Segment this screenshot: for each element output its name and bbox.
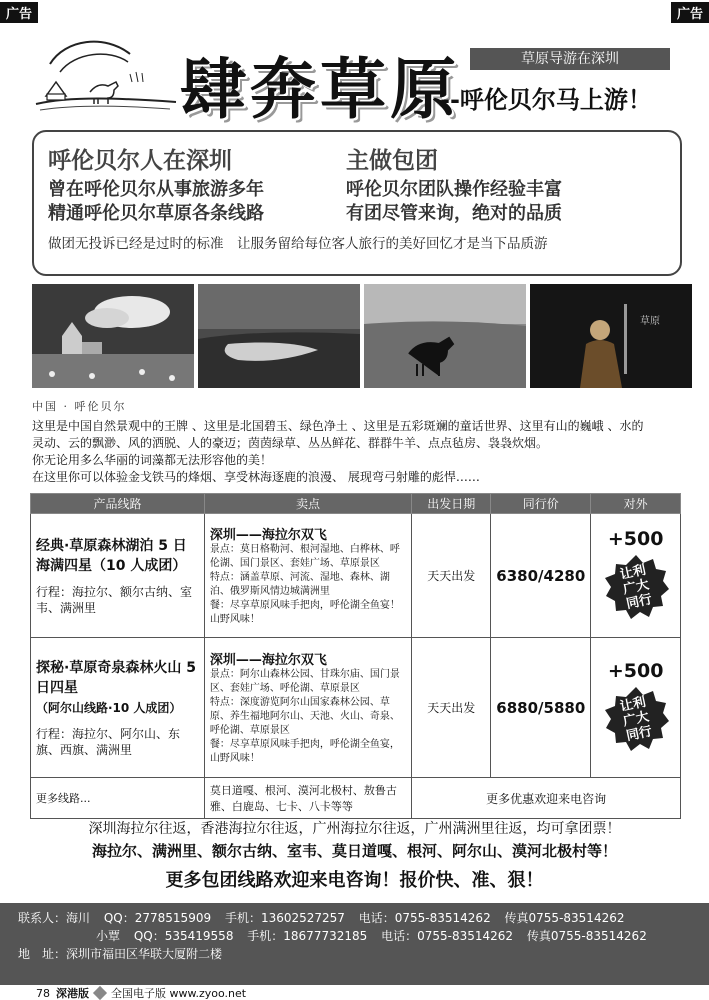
intro-box xyxy=(32,130,682,276)
promo-seal-badge xyxy=(603,554,669,620)
promo-seal-badge xyxy=(603,686,669,752)
trade-price-cell: 6380/4280 xyxy=(491,514,591,638)
contact-qq[interactable]: QQ：535419558 xyxy=(133,929,234,943)
national-edition-link[interactable]: 全国电子版 www.zyoo.net xyxy=(111,987,247,1000)
intro-right-line1: 呼伦贝尔团队操作经验丰富 xyxy=(346,179,562,200)
table-row xyxy=(31,514,681,638)
more-spots: 莫日道嘎、根河、漠河北极村、敖鲁古雅、白鹿岛、七卡、八卡等等 xyxy=(204,778,411,819)
brand-title: 肆奔草原 xyxy=(180,50,460,128)
intro-left-line2: 精通呼伦贝尔草原各条线路 xyxy=(48,203,264,224)
selling-point-line: 餐：尽享草原风味手把肉，呼伦湖全鱼宴，山野风味！ xyxy=(209,739,400,764)
trade-price-cell: 6880/5880 xyxy=(491,638,591,778)
photo-musician xyxy=(530,284,692,388)
table-row xyxy=(31,638,681,778)
contact-row xyxy=(18,909,691,927)
route-subtitle: （阿尔山线路·10 人成团） xyxy=(36,700,182,715)
description-line: 在这里你可以体验金戈铁马的烽烟、享受林海逐鹿的浪漫、 展现弯弓射雕的彪悍…… xyxy=(32,470,480,484)
intro-right xyxy=(346,144,666,226)
photo-river-bend xyxy=(198,284,360,388)
svg-text:草原: 草原 xyxy=(640,316,660,327)
route-cell xyxy=(31,514,205,638)
description-line: 这里是中国自然景观中的王牌 、这里是北国碧玉、绿色净土 、这里是五彩斑斓的童话世界、这里有山的巍峨 、水的 xyxy=(32,419,644,433)
table-row-more xyxy=(31,778,681,819)
routes-table xyxy=(30,493,681,819)
route-name: 经典·草原森林湖泊 5 日海满四星（10 人成团） xyxy=(36,537,187,574)
contact-fax: 传真0755-83514262 xyxy=(526,929,647,943)
brand-header xyxy=(30,30,690,128)
contact-tel[interactable]: 电话：0755-83514262 xyxy=(381,929,514,943)
contact-mobile[interactable]: 手机：13602527257 xyxy=(224,911,345,925)
contact-row xyxy=(18,927,691,945)
description-line: 你无论用多么华丽的词藻都无法形容他的美！ xyxy=(32,453,273,467)
public-price-cell xyxy=(591,514,681,638)
ad-tag-left: 广告 xyxy=(0,2,38,23)
departure-cell: 天天出发 xyxy=(412,514,491,638)
contact-fax: 传真0755-83514262 xyxy=(504,911,625,925)
more-routes-link[interactable]: 更多线路... xyxy=(31,778,205,819)
call-to-action: 更多包团线路欢迎来电咨询！报价快、准、狠！ xyxy=(165,870,544,891)
contact-mobile[interactable]: 手机：18677732185 xyxy=(247,929,368,943)
promo-text-1-line: 让利 xyxy=(618,562,647,583)
col-header-route: 产品线路 xyxy=(31,494,205,514)
promo-text-2-line: 广大 xyxy=(621,709,651,730)
more-offers: 更多优惠欢迎来电咨询 xyxy=(412,778,681,819)
promo-text-1-line: 广大 xyxy=(621,577,651,598)
intro-left-line1: 曾在呼伦贝尔从事旅游多年 xyxy=(48,179,264,200)
promo-text-2-line: 同行 xyxy=(624,724,654,745)
contact-bar xyxy=(0,903,709,985)
promo-text-2-line: 让利 xyxy=(618,694,647,715)
ad-tag-right: 广告 xyxy=(671,2,709,23)
intro-right-heading: 主做包团 xyxy=(346,148,438,174)
selling-point-line: 餐：尽享草原风味手把肉，呼伦湖全鱼宴！山野风味！ xyxy=(209,600,400,625)
photo-strip xyxy=(32,284,692,388)
address-text: 深圳市福田区华联大厦附二楼 xyxy=(66,947,223,961)
contact-qq[interactable]: QQ：2778515909 xyxy=(103,911,212,925)
selling-points-cell xyxy=(204,514,411,638)
col-header-selling-points: 卖点 xyxy=(204,494,411,514)
diamond-icon xyxy=(93,986,107,1000)
contact-name: 小覃 xyxy=(96,929,121,943)
selling-point-line: 景点：莫日格勒河、根河湿地、白桦林、呼伦湖、国门景区、套娃广场、草原景区 xyxy=(209,544,400,569)
brand-subtitle-box: 草原导游在深圳 xyxy=(470,48,670,70)
contact-name: 海川 xyxy=(66,911,91,925)
intro-left xyxy=(48,144,346,226)
public-price-cell xyxy=(591,638,681,778)
contact-tel[interactable]: 电话：0755-83514262 xyxy=(358,911,491,925)
selling-point-line: 景点：阿尔山森林公园、甘珠尔庙、国门景区、套娃广场、呼伦湖、草原景区 xyxy=(209,669,400,694)
markup-amount: +500 xyxy=(607,660,664,682)
col-header-trade-price: 同行价 xyxy=(491,494,591,514)
markup-amount: +500 xyxy=(607,528,664,550)
brand-slogan: --呼伦贝尔马上游！ xyxy=(440,86,652,114)
page-number: 78 xyxy=(36,986,50,1000)
address-label: 地 址： xyxy=(18,947,67,961)
col-header-public: 对外 xyxy=(591,494,681,514)
route-cell xyxy=(31,638,205,778)
edition-label: 深港版 xyxy=(56,987,89,1000)
departure-cell: 天天出发 xyxy=(412,638,491,778)
description-line: 灵动、云的飘渺、风的洒脱、人的豪迈；茵茵绿草、丛丛鲜花、群群牛羊、点点毡房、袅袅炊烟。 xyxy=(32,436,549,450)
address-row xyxy=(18,945,691,963)
intro-left-heading: 呼伦贝尔人在深圳 xyxy=(48,148,232,174)
table-header-row xyxy=(31,494,681,514)
flight-info: 深圳——海拉尔双飞 xyxy=(209,653,327,668)
route-itinerary: 行程：海拉尔、阿尔山、东旗、西旗、满洲里 xyxy=(36,726,181,757)
promo-text-1-line: 同行 xyxy=(624,592,654,613)
flight-info: 深圳——海拉尔双飞 xyxy=(209,528,327,543)
region-description xyxy=(32,418,682,486)
page-footer xyxy=(36,985,246,1000)
selling-point-line: 特点：深度游览阿尔山国家森林公园、草原、养生福地阿尔山、天池、火山、奇泉、呼伦湖、草原景区 xyxy=(209,697,400,736)
photo-horse-grassland xyxy=(364,284,526,388)
destinations-list: 海拉尔、满洲里、额尔古纳、室韦、莫日道嘎、根河、阿尔山、漠河北极村等！ xyxy=(91,842,617,860)
route-itinerary: 行程：海拉尔、额尔古纳、室韦、满洲里 xyxy=(36,584,193,615)
col-header-departure: 出发日期 xyxy=(412,494,491,514)
scene-caption: 中国 · 呼伦贝尔 xyxy=(32,400,127,413)
intro-right-line2: 有团尽管来询，绝对的品质 xyxy=(346,203,562,224)
grassland-yurt-illustration xyxy=(30,34,180,114)
selling-point-line: 特点：涵盖草原、河流、湿地、森林、湖泊、俄罗斯风情边城满洲里 xyxy=(209,572,390,597)
photo-church-clouds xyxy=(32,284,194,388)
intro-footnote: 做团无投诉已经是过时的标准 让服务留给每位客人旅行的美好回忆才是当下品质游 xyxy=(48,236,548,252)
route-name: 探秘·草原奇泉森林火山 5 日四星 xyxy=(36,659,196,696)
selling-points-cell xyxy=(204,638,411,778)
contact-label: 联系人： xyxy=(18,911,67,925)
flight-routes-note: 深圳海拉尔往返，香港海拉尔往返，广州海拉尔往返，广州满洲里往返，均可拿团票！ xyxy=(88,821,621,837)
